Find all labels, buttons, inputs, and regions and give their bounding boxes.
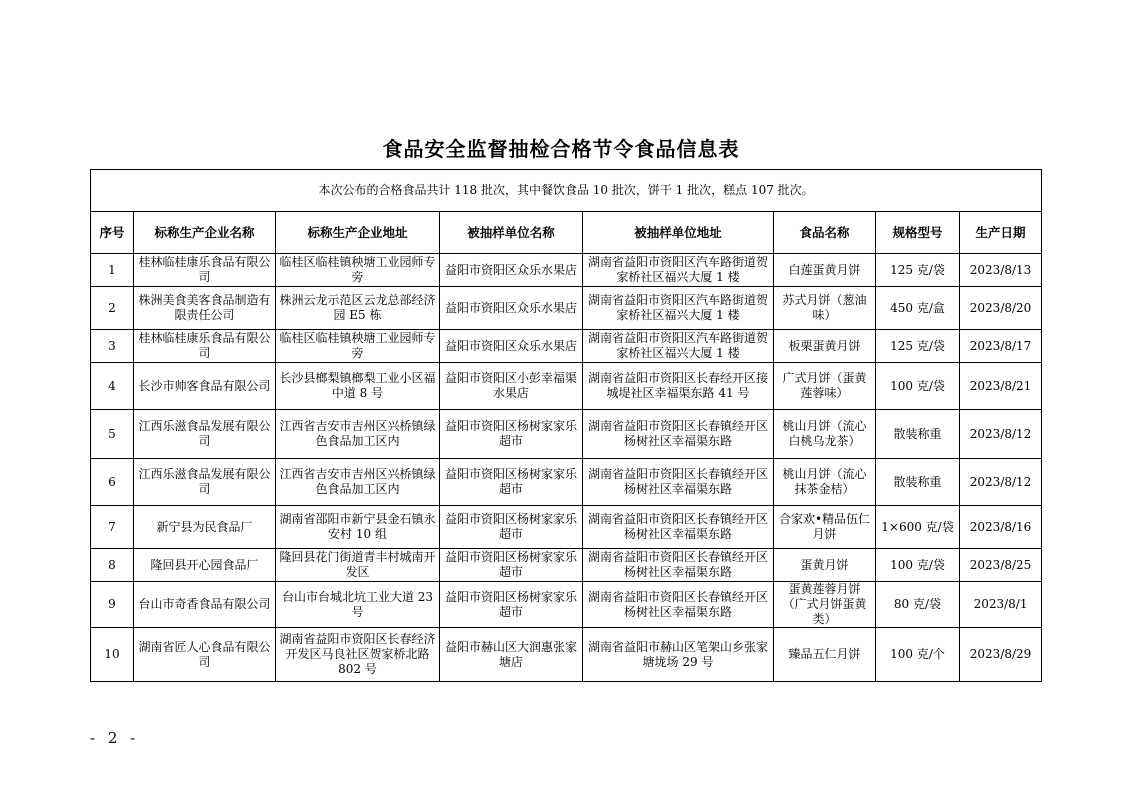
table-cell: 2023/8/29 bbox=[960, 628, 1042, 682]
table-cell: 9 bbox=[91, 582, 134, 628]
table-row bbox=[91, 363, 1042, 410]
table-cell: 桃山月饼（流心抹茶金桔） bbox=[774, 459, 876, 506]
table-cell: 2023/8/21 bbox=[960, 363, 1042, 410]
table-cell: 白莲蛋黄月饼 bbox=[774, 254, 876, 287]
table-cell: 湖南省益阳市资阳区长春经开区接城堤社区幸福渠东路 41 号 bbox=[583, 363, 774, 410]
table-row bbox=[91, 254, 1042, 287]
table-cell: 江西省吉安市吉州区兴桥镇绿色食品加工区内 bbox=[276, 459, 440, 506]
table-row bbox=[91, 628, 1042, 682]
table-row bbox=[91, 330, 1042, 363]
table-cell: 100 克/袋 bbox=[876, 363, 960, 410]
table-cell: 2023/8/16 bbox=[960, 506, 1042, 549]
column-header: 标称生产企业名称 bbox=[134, 212, 276, 254]
table-cell: 2023/8/12 bbox=[960, 410, 1042, 459]
table-cell: 125 克/袋 bbox=[876, 254, 960, 287]
table-cell: 6 bbox=[91, 459, 134, 506]
table-cell: 2023/8/20 bbox=[960, 287, 1042, 330]
header-row bbox=[91, 212, 1042, 254]
table-row bbox=[91, 287, 1042, 330]
table-cell: 湖南省益阳市资阳区长春镇经开区杨树社区幸福渠东路 bbox=[583, 549, 774, 582]
table-cell: 新宁县为民食品厂 bbox=[134, 506, 276, 549]
table-cell: 桃山月饼（流心白桃乌龙茶） bbox=[774, 410, 876, 459]
table-cell: 台山市奇香食品有限公司 bbox=[134, 582, 276, 628]
table-cell: 江西乐滋食品发展有限公司 bbox=[134, 459, 276, 506]
table-cell: 益阳市资阳区杨树家家乐超市 bbox=[440, 549, 583, 582]
table-cell: 临桂区临桂镇秧塘工业园师专旁 bbox=[276, 254, 440, 287]
table-cell: 广式月饼（蛋黄莲蓉味） bbox=[774, 363, 876, 410]
table-cell: 臻品五仁月饼 bbox=[774, 628, 876, 682]
table-cell: 散装称重 bbox=[876, 459, 960, 506]
page-number: - 2 - bbox=[90, 729, 140, 747]
table-cell: 2 bbox=[91, 287, 134, 330]
column-header: 生产日期 bbox=[960, 212, 1042, 254]
table-cell: 2023/8/25 bbox=[960, 549, 1042, 582]
column-header: 标称生产企业地址 bbox=[276, 212, 440, 254]
table-cell: 湖南省益阳市资阳区长春镇经开区杨树社区幸福渠东路 bbox=[583, 410, 774, 459]
table-cell: 株洲美食美客食品制造有限责任公司 bbox=[134, 287, 276, 330]
table-row bbox=[91, 410, 1042, 459]
table-cell: 湖南省益阳市资阳区汽车路街道贺家桥社区福兴大厦 1 楼 bbox=[583, 330, 774, 363]
table-cell: 桂林临桂康乐食品有限公司 bbox=[134, 330, 276, 363]
table-cell: 江西省吉安市吉州区兴桥镇绿色食品加工区内 bbox=[276, 410, 440, 459]
table-cell: 株洲云龙示范区云龙总部经济园 E5 栋 bbox=[276, 287, 440, 330]
table-cell: 蛋黄莲蓉月饼（广式月饼蛋黄类） bbox=[774, 582, 876, 628]
table-cell: 2023/8/12 bbox=[960, 459, 1042, 506]
table-cell: 3 bbox=[91, 330, 134, 363]
table-cell: 隆回县开心园食品厂 bbox=[134, 549, 276, 582]
table-row bbox=[91, 549, 1042, 582]
table-cell: 益阳市资阳区众乐水果店 bbox=[440, 254, 583, 287]
table-cell: 湖南省邵阳市新宁县金石镇永安村 10 组 bbox=[276, 506, 440, 549]
table-cell: 桂林临桂康乐食品有限公司 bbox=[134, 254, 276, 287]
table-cell: 散装称重 bbox=[876, 410, 960, 459]
table-cell: 湖南省益阳市资阳区长春镇经开区杨树社区幸福渠东路 bbox=[583, 582, 774, 628]
table-cell: 益阳市资阳区杨树家家乐超市 bbox=[440, 582, 583, 628]
table-row bbox=[91, 459, 1042, 506]
food-info-table bbox=[90, 169, 1042, 682]
column-header: 被抽样单位地址 bbox=[583, 212, 774, 254]
table-cell: 长沙市帅客食品有限公司 bbox=[134, 363, 276, 410]
table-cell: 100 克/个 bbox=[876, 628, 960, 682]
table-cell: 80 克/袋 bbox=[876, 582, 960, 628]
table-cell: 蛋黄月饼 bbox=[774, 549, 876, 582]
summary-text: 本次公布的合格食品共计 118 批次，其中餐饮食品 10 批次，饼干 1 批次，糕点 107 批次。 bbox=[91, 170, 1042, 212]
page-title: 食品安全监督抽检合格节令食品信息表 bbox=[382, 137, 740, 161]
summary-row bbox=[91, 170, 1042, 212]
table-cell: 益阳市资阳区杨树家家乐超市 bbox=[440, 506, 583, 549]
table-cell: 湖南省匠人心食品有限公司 bbox=[134, 628, 276, 682]
table-cell: 8 bbox=[91, 549, 134, 582]
table-cell: 板栗蛋黄月饼 bbox=[774, 330, 876, 363]
table-cell: 益阳市资阳区众乐水果店 bbox=[440, 287, 583, 330]
column-header: 序号 bbox=[91, 212, 134, 254]
table-cell: 江西乐滋食品发展有限公司 bbox=[134, 410, 276, 459]
table-cell: 2023/8/13 bbox=[960, 254, 1042, 287]
table-cell: 隆回县花门街道青丰村城南开发区 bbox=[276, 549, 440, 582]
table-cell: 5 bbox=[91, 410, 134, 459]
column-header: 被抽样单位名称 bbox=[440, 212, 583, 254]
table-cell: 1×600 克/袋 bbox=[876, 506, 960, 549]
table-cell: 7 bbox=[91, 506, 134, 549]
table-cell: 10 bbox=[91, 628, 134, 682]
table-row bbox=[91, 582, 1042, 628]
table-cell: 益阳市资阳区杨树家家乐超市 bbox=[440, 410, 583, 459]
table-cell: 合家欢•精品伍仁月饼 bbox=[774, 506, 876, 549]
table-cell: 1 bbox=[91, 254, 134, 287]
table-cell: 4 bbox=[91, 363, 134, 410]
table-cell: 临桂区临桂镇秧塘工业园师专旁 bbox=[276, 330, 440, 363]
table-cell: 湖南省益阳市资阳区长春经济开发区马良社区贺家桥北路 802 号 bbox=[276, 628, 440, 682]
table-cell: 450 克/盒 bbox=[876, 287, 960, 330]
table-row bbox=[91, 506, 1042, 549]
table-cell: 湖南省益阳市资阳区长春镇经开区杨树社区幸福渠东路 bbox=[583, 459, 774, 506]
column-header: 食品名称 bbox=[774, 212, 876, 254]
column-header: 规格型号 bbox=[876, 212, 960, 254]
table-cell: 台山市台城北坑工业大道 23 号 bbox=[276, 582, 440, 628]
table-cell: 湖南省益阳市资阳区汽车路街道贺家桥社区福兴大厦 1 楼 bbox=[583, 254, 774, 287]
table-cell: 湖南省益阳市赫山区笔架山乡张家塘垅场 29 号 bbox=[583, 628, 774, 682]
table-cell: 100 克/袋 bbox=[876, 549, 960, 582]
table-cell: 长沙县榔梨镇榔梨工业小区福中道 8 号 bbox=[276, 363, 440, 410]
table-cell: 2023/8/17 bbox=[960, 330, 1042, 363]
table-cell: 益阳市资阳区杨树家家乐超市 bbox=[440, 459, 583, 506]
table-cell: 湖南省益阳市资阳区长春镇经开区杨树社区幸福渠东路 bbox=[583, 506, 774, 549]
table-cell: 苏式月饼（葱油味） bbox=[774, 287, 876, 330]
table-cell: 125 克/袋 bbox=[876, 330, 960, 363]
table-cell: 益阳市赫山区大润惠张家塘店 bbox=[440, 628, 583, 682]
table-cell: 益阳市资阳区小彭幸福渠水果店 bbox=[440, 363, 583, 410]
table-cell: 益阳市资阳区众乐水果店 bbox=[440, 330, 583, 363]
table-cell: 湖南省益阳市资阳区汽车路街道贺家桥社区福兴大厦 1 楼 bbox=[583, 287, 774, 330]
table-cell: 2023/8/1 bbox=[960, 582, 1042, 628]
